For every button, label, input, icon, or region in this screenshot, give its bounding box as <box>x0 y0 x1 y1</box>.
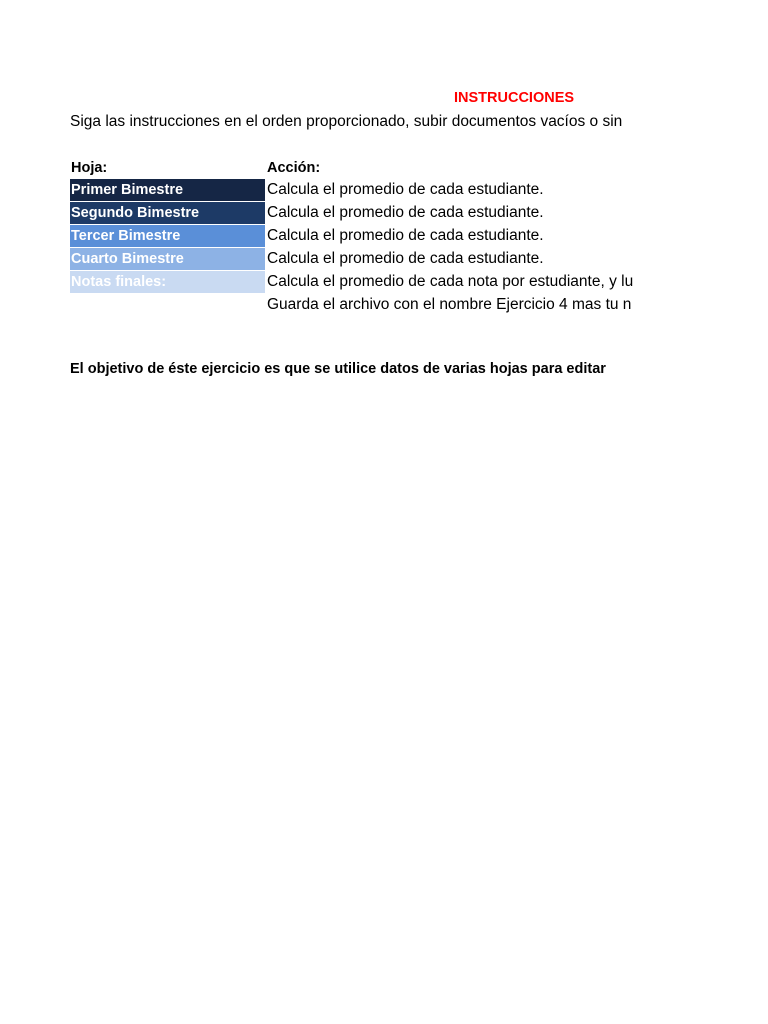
table-row <box>70 248 654 270</box>
table-row <box>70 271 654 293</box>
action-cell: Calcula el promedio de cada estudiante. <box>267 181 544 198</box>
page-title: INSTRUCCIONES <box>454 90 575 106</box>
action-column-header: Acción: <box>267 160 321 176</box>
sheet-cell-primer-bimestre: Primer Bimestre <box>70 179 265 201</box>
sheet-cell-segundo-bimestre: Segundo Bimestre <box>70 202 265 224</box>
table-row <box>70 225 654 247</box>
table-row <box>70 179 654 201</box>
sheet-cell-cuarto-bimestre: Cuarto Bimestre <box>70 248 265 270</box>
action-cell: Guarda el archivo con el nombre Ejercicio 4 mas tu n <box>267 296 632 313</box>
action-cell: Calcula el promedio de cada estudiante. <box>267 250 544 267</box>
instructions-intro: Siga las instrucciones en el orden proporcionado, subir documentos vacíos o sin <box>70 113 623 130</box>
empty-sheet-cell <box>70 294 265 316</box>
action-cell: Calcula el promedio de cada nota por estudiante, y lu <box>267 273 634 290</box>
sheet-column-header: Hoja: <box>71 160 108 176</box>
action-cell: Calcula el promedio de cada estudiante. <box>267 227 544 244</box>
table-header-row <box>70 157 654 179</box>
exercise-objective: El objetivo de éste ejercicio es que se utilice datos de varias hojas para editar <box>70 361 606 377</box>
table-row <box>70 202 654 224</box>
table-row <box>70 294 654 316</box>
sheet-cell-tercer-bimestre: Tercer Bimestre <box>70 225 265 247</box>
sheet-cell-notas-finales: Notas finales: <box>70 271 265 293</box>
action-cell: Calcula el promedio de cada estudiante. <box>267 204 544 221</box>
